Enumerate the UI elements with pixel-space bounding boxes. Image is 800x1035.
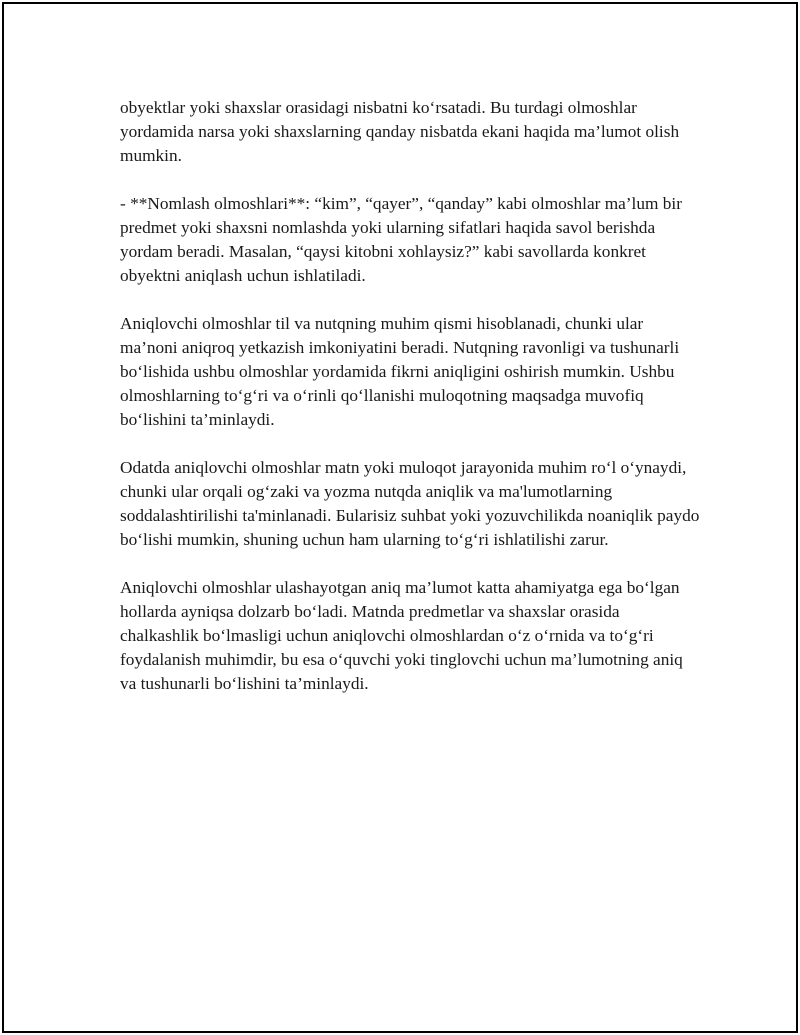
document-body — [120, 96, 700, 720]
paragraph-importance: Aniqlovchi olmoshlar til va nutqning muhim qismi hisoblanadi, chunki ular ma’noni aniqroq yetkazish imkoniyatini beradi. Nutqning ravonligi va tushunarli bo‘lishida ushbu olmoshlar yordamida fikrni aniqligini oshirish mumkin. Ushbu olmoshlarning to‘g‘ri va o‘rinli qo‘llanishi muloqotning maqsadga muvofiq bo‘lishini ta’minlaydi. — [120, 314, 680, 429]
paragraph-relevance: Aniqlovchi olmoshlar ulashayotgan aniq ma’lumot katta ahamiyatga ega bo‘lgan hollarda ayniqsa dolzarb bo‘ladi. Matnda predmetlar va shaxslar orasida chalkashlik bo‘lmasligi uchun aniqlovchi olmoshlardan o‘z o‘rnida va to‘g‘ri foydalanish muhimdir, bu esa o‘quvchi yoki tinglovchi uchun ma’lumotning aniq va tushunarli bo‘lishini ta’minlaydi. — [120, 578, 683, 693]
document-page — [2, 2, 798, 1033]
paragraph-relation-pronouns: obyektlar yoki shaxslar orasidagi nisbatni ko‘rsatadi. Bu turdagi olmoshlar yordamida narsa yoki shaxslarning qanday nisbatda ekani haqida ma’lumot olish mumkin. — [120, 98, 680, 165]
paragraph-naming-pronouns: - **Nomlash olmoshlari**: “kim”, “qayer”, “qanday” kabi olmoshlar ma’lum bir predmet yoki shaxsni nomlashda yoki ularning sifatlari haqida savol berishda yordam beradi. Masalan, “qaysi kitobni xohlaysiz?” kabi savollarda konkret obyektni aniqlash uchun ishlatiladi. — [120, 194, 682, 285]
paragraph-usage: Odatda aniqlovchi olmoshlar matn yoki muloqot jarayonida muhim ro‘l o‘ynaydi, chunki ular orqali og‘zaki va yozma nutqda aniqlik va ma'lumotlarning soddalashtirilishi ta'minlanadi. Бularisiz suhbat yoki yozuvchilikda noaniqlik paydo bo‘lishi mumkin, shuning uchun ham ularning to‘g‘ri ishlatilishi zarur. — [120, 458, 700, 549]
